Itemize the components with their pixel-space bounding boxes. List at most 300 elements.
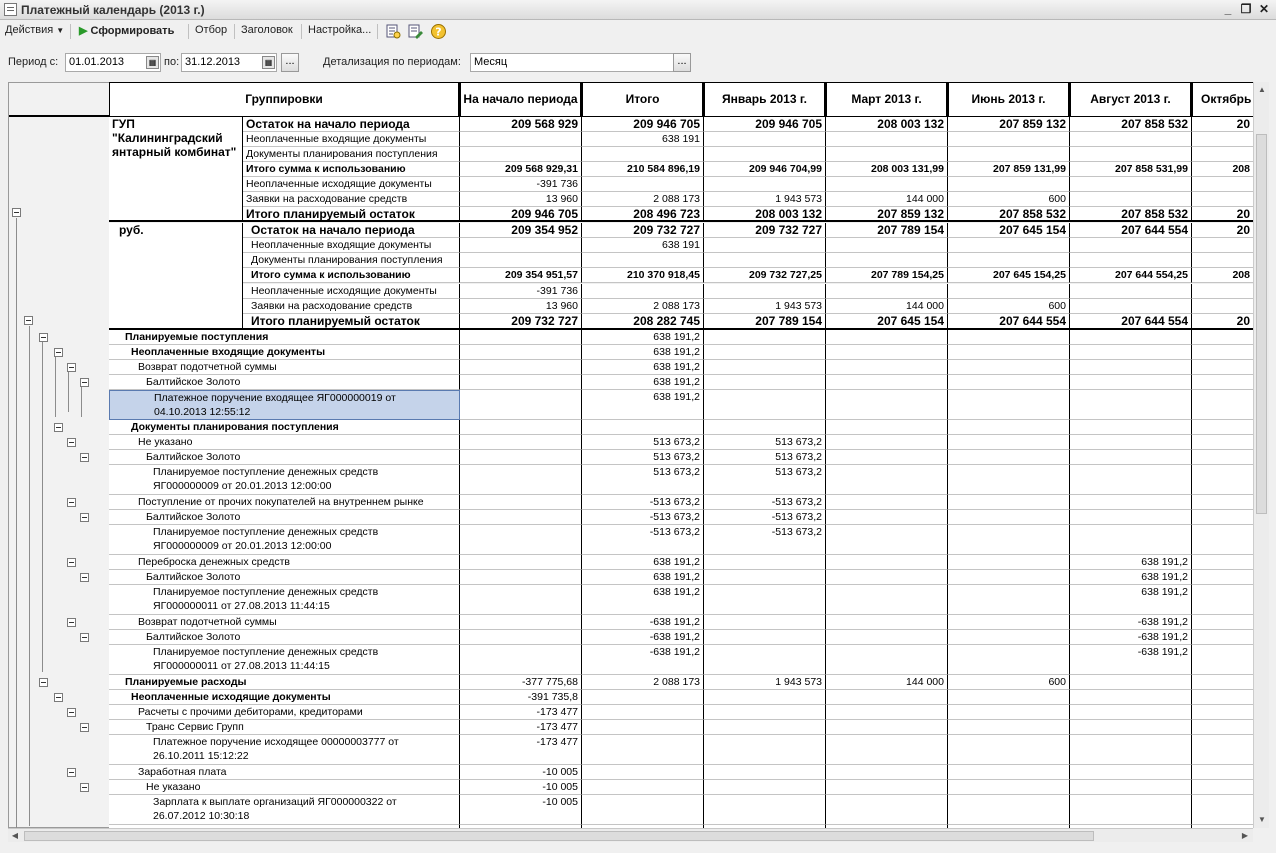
col-start-value[interactable] (460, 510, 582, 525)
detail-row-label[interactable] (109, 435, 460, 450)
col-oct-value[interactable] (1192, 360, 1253, 375)
col-jan-value[interactable] (704, 177, 826, 192)
col-start-value[interactable]: -10 005 (460, 795, 582, 825)
col-total-value[interactable]: 638 191,2 (582, 375, 704, 390)
col-total-value[interactable] (582, 795, 704, 825)
col-aug-value[interactable] (1070, 435, 1192, 450)
col-total-value[interactable]: 513 673,2 (582, 465, 704, 495)
col-mar-value[interactable] (826, 585, 948, 615)
col-jan-value[interactable] (704, 132, 826, 147)
col-aug-value[interactable] (1070, 720, 1192, 735)
col-start-value[interactable] (460, 630, 582, 645)
col-aug-value[interactable] (1070, 345, 1192, 360)
col-mar-value[interactable] (826, 435, 948, 450)
col-start-value[interactable] (460, 420, 582, 435)
col-oct-value[interactable] (1192, 570, 1253, 585)
collapse-icon[interactable] (80, 783, 89, 792)
col-start-value[interactable] (460, 465, 582, 495)
detail-row-label[interactable] (109, 465, 460, 495)
col-oct-value[interactable] (1192, 420, 1253, 435)
detail-select-button[interactable]: ... (673, 53, 691, 72)
col-total-value[interactable] (582, 253, 704, 268)
col-jun-value[interactable]: 207 859 131,99 (948, 162, 1070, 177)
col-oct-value[interactable]: 20 (1192, 223, 1253, 238)
col-total-value[interactable]: -513 673,2 (582, 495, 704, 510)
col-jan-value[interactable] (704, 645, 826, 675)
col-jun-value[interactable] (948, 735, 1070, 765)
col-oct-value[interactable] (1192, 780, 1253, 795)
col-total-value[interactable]: 513 673,2 (582, 435, 704, 450)
col-jun-value[interactable] (948, 177, 1070, 192)
col-aug-value[interactable]: -638 191,2 (1070, 615, 1192, 630)
col-mar-value[interactable] (826, 390, 948, 420)
collapse-icon[interactable] (39, 678, 48, 687)
detail-row-label[interactable] (109, 585, 460, 615)
col-jun-value[interactable] (948, 765, 1070, 780)
col-start-value[interactable]: 209 568 929 (460, 117, 582, 132)
col-jan-value[interactable] (704, 570, 826, 585)
col-jan-value[interactable] (704, 615, 826, 630)
collapse-icon[interactable] (67, 708, 76, 717)
collapse-icon[interactable] (80, 378, 89, 387)
col-jan-value[interactable] (704, 720, 826, 735)
col-mar-value[interactable] (826, 330, 948, 345)
col-jun-value[interactable] (948, 645, 1070, 675)
col-aug-value[interactable] (1070, 690, 1192, 705)
col-start-value[interactable]: -173 477 (460, 735, 582, 765)
col-oct-value[interactable] (1192, 720, 1253, 735)
generate-button[interactable]: ▶ Сформировать (79, 25, 175, 37)
col-start-value[interactable] (460, 132, 582, 147)
col-jan-value[interactable] (704, 330, 826, 345)
col-mar-value[interactable] (826, 555, 948, 570)
col-aug-value[interactable] (1070, 675, 1192, 690)
report-view-icon[interactable] (385, 23, 402, 40)
col-oct-value[interactable] (1192, 435, 1253, 450)
detail-input[interactable]: Месяц (470, 53, 676, 72)
col-total-value[interactable]: -638 191,2 (582, 645, 704, 675)
col-total-value[interactable]: 208 496 723 (582, 207, 704, 222)
col-total-value[interactable] (582, 705, 704, 720)
col-aug-value[interactable] (1070, 253, 1192, 268)
col-jun-value[interactable] (948, 720, 1070, 735)
period-select-button[interactable]: ... (281, 53, 299, 72)
header-button[interactable]: Заголовок (241, 24, 293, 36)
col-aug-value[interactable] (1070, 238, 1192, 253)
column-header[interactable]: Итого (582, 82, 704, 117)
col-aug-value[interactable] (1070, 132, 1192, 147)
col-mar-value[interactable] (826, 570, 948, 585)
col-oct-value[interactable] (1192, 675, 1253, 690)
detail-row-label[interactable] (109, 735, 460, 765)
col-oct-value[interactable] (1192, 375, 1253, 390)
col-total-value[interactable]: -513 673,2 (582, 510, 704, 525)
col-aug-value[interactable]: 207 644 554 (1070, 314, 1192, 330)
col-total-value[interactable] (582, 147, 704, 162)
col-start-value[interactable] (460, 147, 582, 162)
col-jan-value[interactable] (704, 630, 826, 645)
col-total-value[interactable] (582, 765, 704, 780)
col-jan-value[interactable]: 209 946 704,99 (704, 162, 826, 177)
col-start-value[interactable]: 209 568 929,31 (460, 162, 582, 177)
detail-row-label[interactable] (109, 615, 460, 630)
col-start-value[interactable] (460, 525, 582, 555)
detail-row-label[interactable] (109, 495, 460, 510)
col-jun-value[interactable] (948, 132, 1070, 147)
col-mar-value[interactable]: 208 003 132 (826, 117, 948, 132)
col-oct-value[interactable] (1192, 690, 1253, 705)
col-jun-value[interactable] (948, 690, 1070, 705)
col-jan-value[interactable]: 207 789 154 (704, 314, 826, 330)
scroll-down-icon[interactable]: ▼ (1258, 815, 1266, 824)
col-total-value[interactable]: 638 191,2 (582, 585, 704, 615)
col-total-value[interactable] (582, 780, 704, 795)
col-oct-value[interactable] (1192, 132, 1253, 147)
col-aug-value[interactable]: -638 191,2 (1070, 630, 1192, 645)
detail-row-label[interactable] (109, 645, 460, 675)
col-start-value[interactable] (460, 253, 582, 268)
col-total-value[interactable]: 208 282 745 (582, 314, 704, 330)
column-header[interactable]: Группировки (109, 82, 460, 117)
col-aug-value[interactable] (1070, 465, 1192, 495)
col-oct-value[interactable] (1192, 615, 1253, 630)
col-jun-value[interactable] (948, 284, 1070, 299)
scroll-left-icon[interactable]: ◀ (11, 831, 19, 840)
col-jan-value[interactable] (704, 735, 826, 765)
col-start-value[interactable] (460, 450, 582, 465)
collapse-icon[interactable] (67, 438, 76, 447)
collapse-icon[interactable] (80, 453, 89, 462)
collapse-icon[interactable] (39, 333, 48, 342)
col-aug-value[interactable] (1070, 705, 1192, 720)
col-jan-value[interactable] (704, 765, 826, 780)
col-oct-value[interactable]: 20 (1192, 117, 1253, 132)
detail-row-label[interactable] (109, 345, 460, 360)
col-mar-value[interactable] (826, 284, 948, 299)
col-mar-value[interactable] (826, 465, 948, 495)
col-mar-value[interactable] (826, 132, 948, 147)
detail-row-label[interactable] (109, 330, 460, 345)
col-jun-value[interactable] (948, 555, 1070, 570)
detail-row-label[interactable] (109, 675, 460, 690)
col-aug-value[interactable] (1070, 360, 1192, 375)
close-icon[interactable]: ✕ (1258, 2, 1270, 16)
col-aug-value[interactable]: 638 191,2 (1070, 570, 1192, 585)
col-start-value[interactable]: -391 736 (460, 177, 582, 192)
detail-row-label[interactable] (109, 795, 460, 825)
col-oct-value[interactable] (1192, 345, 1253, 360)
col-total-value[interactable]: 2 088 173 (582, 192, 704, 207)
col-oct-value[interactable] (1192, 525, 1253, 555)
col-start-value[interactable] (460, 570, 582, 585)
col-start-value[interactable] (460, 435, 582, 450)
col-total-value[interactable] (582, 177, 704, 192)
col-oct-value[interactable] (1192, 510, 1253, 525)
detail-row-label[interactable] (109, 570, 460, 585)
col-oct-value[interactable] (1192, 465, 1253, 495)
col-start-value[interactable]: -10 005 (460, 765, 582, 780)
col-aug-value[interactable]: 207 858 532 (1070, 117, 1192, 132)
col-oct-value[interactable] (1192, 585, 1253, 615)
col-start-value[interactable] (460, 390, 582, 420)
col-oct-value[interactable] (1192, 299, 1253, 314)
restore-icon[interactable]: ❐ (1240, 2, 1252, 16)
col-mar-value[interactable]: 207 645 154 (826, 314, 948, 330)
detail-row-label[interactable] (109, 630, 460, 645)
col-aug-value[interactable] (1070, 299, 1192, 314)
col-mar-value[interactable]: 208 003 131,99 (826, 162, 948, 177)
col-jan-value[interactable] (704, 795, 826, 825)
column-header[interactable]: Январь 2013 г. (704, 82, 826, 117)
col-aug-value[interactable] (1070, 795, 1192, 825)
hscroll-thumb[interactable] (24, 831, 1094, 841)
col-total-value[interactable]: 638 191 (582, 238, 704, 253)
col-jun-value[interactable]: 207 859 132 (948, 117, 1070, 132)
actions-menu[interactable]: Действия ▼ (5, 24, 65, 36)
col-mar-value[interactable] (826, 720, 948, 735)
col-total-value[interactable]: 638 191,2 (582, 570, 704, 585)
col-aug-value[interactable] (1070, 375, 1192, 390)
col-aug-value[interactable] (1070, 525, 1192, 555)
col-mar-value[interactable] (826, 765, 948, 780)
collapse-icon[interactable] (80, 633, 89, 642)
col-aug-value[interactable] (1070, 420, 1192, 435)
col-total-value[interactable]: 638 191,2 (582, 345, 704, 360)
col-jun-value[interactable] (948, 495, 1070, 510)
col-mar-value[interactable]: 207 789 154,25 (826, 268, 948, 283)
collapse-icon[interactable] (80, 573, 89, 582)
col-total-value[interactable]: 209 946 705 (582, 117, 704, 132)
col-mar-value[interactable] (826, 690, 948, 705)
col-start-value[interactable]: 209 354 951,57 (460, 268, 582, 283)
col-jan-value[interactable]: 513 673,2 (704, 450, 826, 465)
col-jun-value[interactable]: 207 644 554 (948, 314, 1070, 330)
report-edit-icon[interactable] (407, 23, 424, 40)
collapse-icon[interactable] (67, 558, 76, 567)
scroll-thumb[interactable] (1256, 134, 1267, 514)
col-jan-value[interactable] (704, 284, 826, 299)
col-jun-value[interactable]: 207 858 532 (948, 207, 1070, 222)
collapse-icon[interactable] (54, 348, 63, 357)
help-icon[interactable] (430, 23, 447, 40)
col-jun-value[interactable] (948, 450, 1070, 465)
col-jan-value[interactable] (704, 360, 826, 375)
collapse-icon[interactable] (54, 693, 63, 702)
col-aug-value[interactable] (1070, 330, 1192, 345)
col-jan-value[interactable]: -513 673,2 (704, 510, 826, 525)
collapse-icon[interactable] (67, 498, 76, 507)
col-mar-value[interactable]: 144 000 (826, 675, 948, 690)
col-total-value[interactable]: 638 191,2 (582, 555, 704, 570)
col-mar-value[interactable] (826, 147, 948, 162)
col-jan-value[interactable] (704, 375, 826, 390)
col-jun-value[interactable] (948, 615, 1070, 630)
column-header[interactable]: Октябрь (1192, 82, 1253, 117)
col-start-value[interactable] (460, 375, 582, 390)
col-jan-value[interactable]: 209 732 727,25 (704, 268, 826, 283)
col-jun-value[interactable] (948, 147, 1070, 162)
collapse-icon[interactable] (80, 723, 89, 732)
col-oct-value[interactable] (1192, 390, 1253, 420)
col-jun-value[interactable] (948, 795, 1070, 825)
col-jun-value[interactable]: 600 (948, 192, 1070, 207)
col-oct-value[interactable] (1192, 238, 1253, 253)
detail-row-label[interactable] (109, 375, 460, 390)
horizontal-scrollbar[interactable] (8, 828, 1253, 842)
detail-row-label[interactable] (109, 780, 460, 795)
col-jun-value[interactable] (948, 420, 1070, 435)
col-jun-value[interactable]: 207 645 154 (948, 223, 1070, 238)
col-jun-value[interactable] (948, 253, 1070, 268)
col-jan-value[interactable]: 1 943 573 (704, 299, 826, 314)
period-to-input[interactable]: 31.12.2013 ▦ (181, 53, 277, 72)
col-total-value[interactable]: 513 673,2 (582, 450, 704, 465)
col-aug-value[interactable]: 207 644 554,25 (1070, 268, 1192, 283)
col-total-value[interactable]: 210 584 896,19 (582, 162, 704, 177)
col-total-value[interactable]: 638 191,2 (582, 390, 704, 420)
col-mar-value[interactable] (826, 238, 948, 253)
calendar-icon[interactable]: ▦ (146, 56, 159, 69)
col-start-value[interactable]: -173 477 (460, 720, 582, 735)
col-aug-value[interactable]: 207 858 532 (1070, 207, 1192, 222)
col-start-value[interactable]: 13 960 (460, 299, 582, 314)
col-jun-value[interactable] (948, 525, 1070, 555)
col-oct-value[interactable] (1192, 495, 1253, 510)
col-aug-value[interactable] (1070, 147, 1192, 162)
col-jun-value[interactable] (948, 510, 1070, 525)
col-total-value[interactable]: 2 088 173 (582, 675, 704, 690)
col-oct-value[interactable] (1192, 253, 1253, 268)
col-total-value[interactable]: -638 191,2 (582, 630, 704, 645)
col-mar-value[interactable] (826, 360, 948, 375)
col-total-value[interactable]: 638 191 (582, 132, 704, 147)
col-total-value[interactable] (582, 690, 704, 705)
col-jun-value[interactable] (948, 360, 1070, 375)
col-start-value[interactable]: 13 960 (460, 192, 582, 207)
col-jan-value[interactable]: 1 943 573 (704, 675, 826, 690)
col-jan-value[interactable] (704, 390, 826, 420)
detail-row-label[interactable] (109, 555, 460, 570)
col-aug-value[interactable] (1070, 390, 1192, 420)
col-jun-value[interactable] (948, 390, 1070, 420)
col-jun-value[interactable] (948, 585, 1070, 615)
col-jan-value[interactable] (704, 780, 826, 795)
col-oct-value[interactable] (1192, 147, 1253, 162)
col-oct-value[interactable]: 20 (1192, 314, 1253, 330)
col-mar-value[interactable] (826, 495, 948, 510)
col-total-value[interactable]: -638 191,2 (582, 615, 704, 630)
col-mar-value[interactable] (826, 780, 948, 795)
col-jun-value[interactable] (948, 630, 1070, 645)
col-total-value[interactable]: 638 191,2 (582, 330, 704, 345)
col-start-value[interactable]: 209 732 727 (460, 314, 582, 330)
col-total-value[interactable]: -513 673,2 (582, 525, 704, 555)
detail-row-label[interactable] (109, 420, 460, 435)
col-jan-value[interactable] (704, 238, 826, 253)
col-jun-value[interactable] (948, 345, 1070, 360)
col-jan-value[interactable] (704, 345, 826, 360)
col-mar-value[interactable] (826, 420, 948, 435)
col-oct-value[interactable] (1192, 555, 1253, 570)
col-jun-value[interactable]: 600 (948, 675, 1070, 690)
col-mar-value[interactable]: 207 859 132 (826, 207, 948, 222)
col-mar-value[interactable] (826, 177, 948, 192)
column-header[interactable]: Август 2013 г. (1070, 82, 1192, 117)
col-mar-value[interactable] (826, 735, 948, 765)
col-aug-value[interactable] (1070, 495, 1192, 510)
collapse-icon[interactable] (24, 316, 33, 325)
col-jan-value[interactable]: 513 673,2 (704, 435, 826, 450)
col-aug-value[interactable]: -638 191,2 (1070, 645, 1192, 675)
scroll-right-icon[interactable]: ▶ (1241, 831, 1249, 840)
col-mar-value[interactable] (826, 253, 948, 268)
col-oct-value[interactable] (1192, 177, 1253, 192)
collapse-icon[interactable] (67, 363, 76, 372)
col-mar-value[interactable] (826, 375, 948, 390)
collapse-icon[interactable] (54, 423, 63, 432)
col-jan-value[interactable] (704, 555, 826, 570)
col-jun-value[interactable] (948, 375, 1070, 390)
period-from-input[interactable]: 01.01.2013 ▦ (65, 53, 161, 72)
scroll-up-icon[interactable]: ▲ (1258, 85, 1266, 94)
col-mar-value[interactable] (826, 705, 948, 720)
filter-button[interactable]: Отбор (195, 24, 228, 36)
col-jan-value[interactable] (704, 420, 826, 435)
col-oct-value[interactable] (1192, 735, 1253, 765)
col-jun-value[interactable] (948, 705, 1070, 720)
col-oct-value[interactable] (1192, 284, 1253, 299)
detail-row-label[interactable] (109, 510, 460, 525)
col-jun-value[interactable]: 207 645 154,25 (948, 268, 1070, 283)
column-header[interactable]: Март 2013 г. (826, 82, 948, 117)
col-jan-value[interactable] (704, 147, 826, 162)
col-aug-value[interactable] (1070, 765, 1192, 780)
col-mar-value[interactable] (826, 615, 948, 630)
col-start-value[interactable]: -391 735,8 (460, 690, 582, 705)
col-aug-value[interactable] (1070, 780, 1192, 795)
col-jan-value[interactable] (704, 705, 826, 720)
col-mar-value[interactable]: 207 789 154 (826, 223, 948, 238)
col-start-value[interactable]: -377 775,68 (460, 675, 582, 690)
col-oct-value[interactable]: 208 (1192, 162, 1253, 177)
col-jun-value[interactable] (948, 465, 1070, 495)
col-oct-value[interactable] (1192, 330, 1253, 345)
detail-row-label[interactable] (109, 525, 460, 555)
col-mar-value[interactable] (826, 630, 948, 645)
col-start-value[interactable]: -391 736 (460, 284, 582, 299)
col-oct-value[interactable] (1192, 765, 1253, 780)
detail-row-label[interactable] (109, 720, 460, 735)
col-start-value[interactable]: -173 477 (460, 705, 582, 720)
col-jan-value[interactable]: -513 673,2 (704, 495, 826, 510)
col-jan-value[interactable] (704, 690, 826, 705)
collapse-icon[interactable] (67, 768, 76, 777)
col-start-value[interactable]: 209 354 952 (460, 223, 582, 238)
col-aug-value[interactable]: 207 858 531,99 (1070, 162, 1192, 177)
col-mar-value[interactable] (826, 345, 948, 360)
detail-row-label[interactable] (109, 360, 460, 375)
col-jan-value[interactable]: 513 673,2 (704, 465, 826, 495)
col-start-value[interactable]: 209 946 705 (460, 207, 582, 222)
column-header[interactable]: На начало периода (460, 82, 582, 117)
vertical-scrollbar[interactable] (1253, 82, 1269, 828)
detail-row-label[interactable] (109, 765, 460, 780)
col-total-value[interactable]: 638 191,2 (582, 360, 704, 375)
col-aug-value[interactable] (1070, 284, 1192, 299)
col-total-value[interactable]: 2 088 173 (582, 299, 704, 314)
col-oct-value[interactable] (1192, 630, 1253, 645)
col-oct-value[interactable] (1192, 705, 1253, 720)
